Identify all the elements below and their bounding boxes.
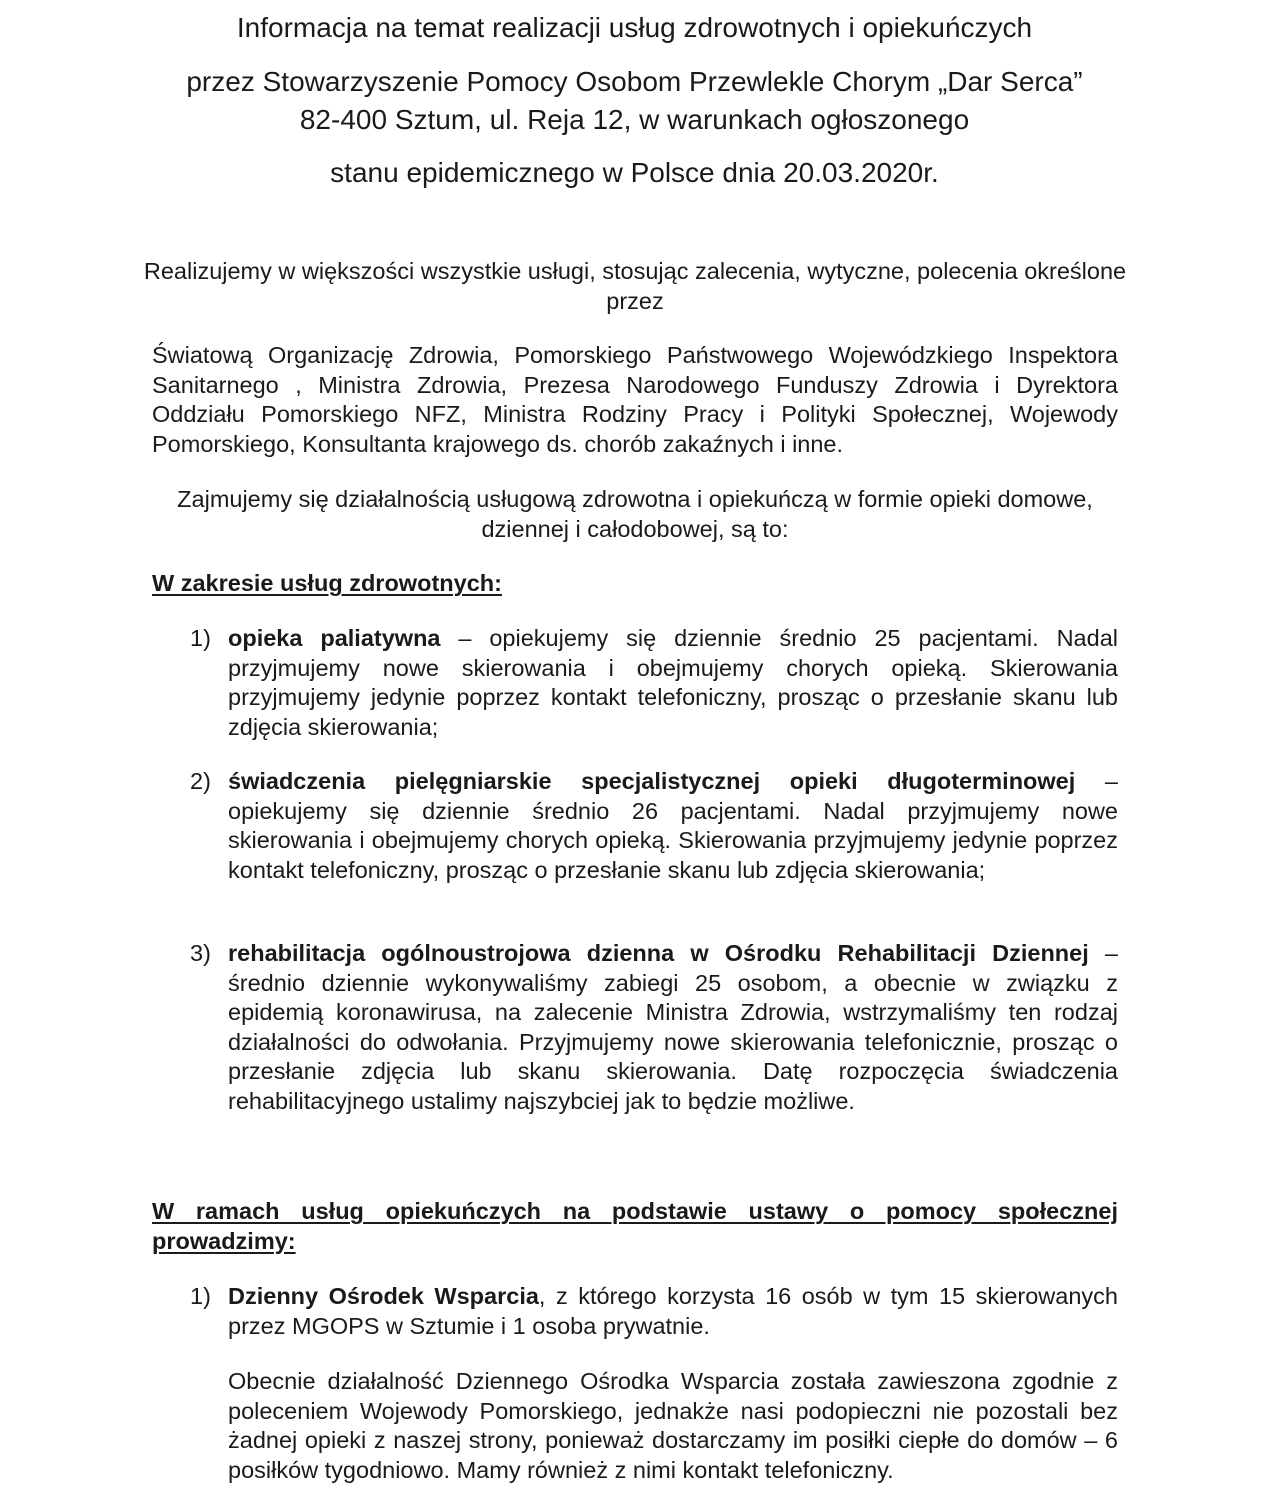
list-item-bold: Dzienny Ośrodek Wsparcia bbox=[228, 1283, 539, 1309]
list-item-bold: opieka paliatywna bbox=[228, 625, 441, 651]
title-line-4: stanu epidemicznego w Polsce dnia 20.03.2020r. bbox=[330, 157, 939, 188]
list-item-bold: świadczenia pielęgniarskie specjalistycznej opieki długoterminowej bbox=[228, 768, 1076, 794]
list-item-body bbox=[228, 767, 1118, 885]
list-item-text: – opiekujemy się dziennie średnio 25 pacjentami. Nadal przyjmujemy nowe skierowania i obejmujemy chorych opieką. Skierowania przyjmujemy jedynie poprzez kontakt telefoniczny, prosząc o przesłanie skanu lub zdjęcia skierowania; bbox=[228, 625, 1118, 740]
list-item-number: 3) bbox=[190, 940, 211, 966]
list-item-body bbox=[228, 624, 1118, 742]
intro-paragraph-2: Światową Organizację Zdrowia, Pomorskiego Państwowego Wojewódzkiego Inspektora Sanitarnego , Ministra Zdrowia, Prezesa Narodowego Funduszy Zdrowia i Dyrektora Oddziału Pomorskiego NFZ, Ministra Rodziny Pracy i Polityki Społecznej, Wojewody Pomorskiego, Konsultanta krajowego ds. chorób zakaźnych i inne. bbox=[152, 342, 1118, 457]
list-item-text: – opiekujemy się dziennie średnio 26 pacjentami. Nadal przyjmujemy nowe skierowania i obejmujemy chorych opieką. Skierowania przyjmujemy jedynie poprzez kontakt telefoniczny, prosząc o przesłanie skanu lub zdjęcia skierowania; bbox=[228, 768, 1118, 883]
care-extra-paragraph: Obecnie działalność Dziennego Ośrodka Wsparcia została zawieszona zgodnie z poleceniem Wojewody Pomorskiego, jednakże nasi podopieczni nie pozostali bez żadnej opieki z naszej strony, ponieważ dostarczamy im posiłki ciepłe do domów – 6 posiłków tygodniowo. Mamy również z nimi kontakt telefoniczny. bbox=[228, 1368, 1118, 1483]
list-item-number: 1) bbox=[190, 625, 211, 651]
list-item-body bbox=[228, 1282, 1118, 1341]
list-item-number: 1) bbox=[190, 1283, 211, 1309]
list-item-text: , z którego korzysta 16 osób w tym 15 skierowanych przez MGOPS w Sztumie i 1 osoba prywatnie. bbox=[228, 1283, 1118, 1339]
intro-paragraph-3: Zajmujemy się działalnością usługową zdrowotna i opiekuńczą w formie opieki domowe, dziennej i całodobowej, są to: bbox=[177, 486, 1093, 542]
list-item-number: 2) bbox=[190, 768, 211, 794]
title-line-2: przez Stowarzyszenie Pomocy Osobom Przewlekle Chorym „Dar Serca” bbox=[186, 66, 1083, 97]
list-item-bold: rehabilitacja ogólnoustrojowa dzienna w Ośrodku Rehabilitacji Dziennej bbox=[228, 940, 1089, 966]
health-section-heading: W zakresie usług zdrowotnych: bbox=[152, 570, 502, 596]
intro-paragraph-1: Realizujemy w większości wszystkie usługi, stosując zalecenia, wytyczne, polecenia określone przez bbox=[143, 258, 1127, 314]
care-section-heading: W ramach usług opiekuńczych na podstawie ustawy o pomocy społecznej prowadzimy: bbox=[152, 1198, 1118, 1254]
title-line-1: Informacja na temat realizacji usług zdrowotnych i opiekuńczych bbox=[236, 12, 1033, 43]
list-item-text: – średnio dziennie wykonywaliśmy zabiegi 25 osobom, a obecnie w związku z epidemią koronawirusa, na zalecenie Ministra Zdrowia, wstrzymaliśmy ten rodzaj działalności do odwołania. Przyjmujemy nowe skierowania telefonicznie, prosząc o przesłanie zdjęcia lub skanu skierowania. Datę rozpoczęcia świadczenia rehabilitacyjnego ustalimy najszybciej jak to będzie możliwe. bbox=[228, 940, 1118, 1114]
title-line-3: 82-400 Sztum, ul. Reja 12, w warunkach ogłoszonego bbox=[299, 104, 970, 135]
list-item-body bbox=[228, 939, 1118, 1116]
